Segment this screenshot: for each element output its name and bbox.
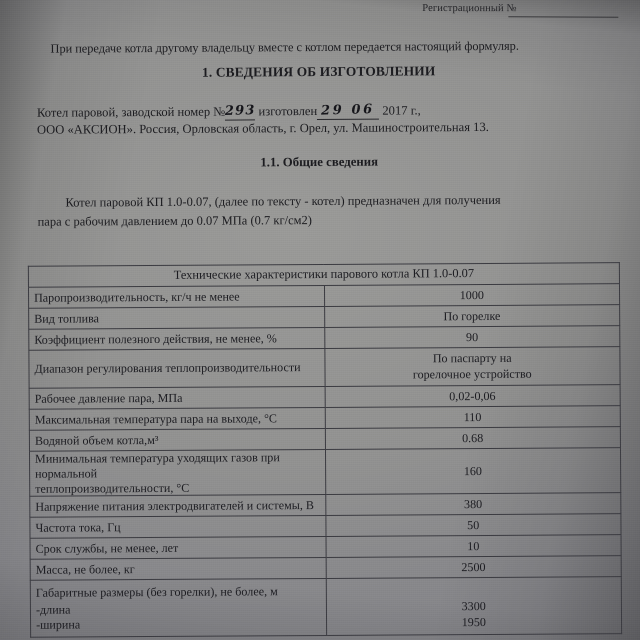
serial-number-prefix-text: Котел паровой, заводской номер № <box>36 104 226 120</box>
spec-label: Диапазон регулирования теплопроизводительности <box>29 348 325 388</box>
spec-value <box>324 347 620 387</box>
serial-number-handwriting: 293 <box>225 103 257 119</box>
spec-label: Напряжение питания электродвигателей и системы, В <box>30 495 326 518</box>
serial-number-field[interactable] <box>225 104 255 120</box>
spec-label: Рабочее давление пара, МПа <box>29 386 325 409</box>
spec-label <box>29 449 325 496</box>
spec-value: 160 <box>325 448 621 495</box>
intro-sentence: При передаче котла другому владельцу вместе с котлом передается настоящий формуляр. <box>50 38 519 56</box>
spec-label: Вид топлива <box>29 306 325 329</box>
spec-value-stack <box>331 581 616 631</box>
manufacturer-address: ООО «АКСИОН». Россия, Орловская область, г. Орел, ул. Машиностроительная 13. <box>36 119 489 137</box>
spec-label: Масса, не более, кг <box>30 558 326 581</box>
table-row-dimensions <box>30 577 621 638</box>
spec-value: По горелке <box>324 305 620 328</box>
spec-label <box>30 579 326 638</box>
spec-value: 90 <box>324 326 620 349</box>
spec-label-line-2: -длина <box>35 602 71 617</box>
spec-value: 380 <box>325 493 621 516</box>
description-line-1: Котел паровой КП 1.0-0.07, (далее по тексту - котел) предназначен для получения <box>65 192 501 210</box>
spec-label: Паропроизводительность, кг/ч не менее <box>28 285 324 308</box>
spec-label-line-2: теплопроизводительности, °С <box>35 480 190 496</box>
manufactured-word: изготовлен <box>258 104 318 119</box>
spec-value-line-1: 3300 <box>461 599 486 614</box>
spec-value: 1000 <box>324 284 620 307</box>
spec-label: Частота тока, Гц <box>30 516 326 539</box>
spec-value-line-1: По паспарту на <box>432 350 512 366</box>
spec-label-line-3: -ширина <box>36 617 81 632</box>
spec-value: 0.68 <box>325 427 621 450</box>
section-1-1-heading: 1.1. Общие сведения <box>260 154 379 170</box>
registration-number-label: Регистрационный № <box>422 2 517 15</box>
spec-value-line-2: 1950 <box>461 614 486 629</box>
spec-value: 110 <box>325 406 621 429</box>
spec-label-stack <box>35 450 320 496</box>
table-row <box>29 347 620 389</box>
spec-label-line-1: Габаритные размеры (без горелки), не более, м <box>35 584 278 600</box>
spec-label: Коэффициент полезного действия, не менее, % <box>29 327 325 350</box>
spec-value: 0,02-0,06 <box>325 385 621 408</box>
table-caption-cell: Технические характеристики парового котла КП 1.0-0.07 <box>28 263 619 288</box>
table-row <box>29 448 620 497</box>
manufacture-date-field[interactable] <box>317 104 379 120</box>
spec-value-stack <box>330 350 615 383</box>
spec-label-line-1: Минимальная температура уходящих газов при нормальной <box>34 450 280 481</box>
spec-label: Водяной объем котла,м³ <box>29 428 325 451</box>
spec-value: 2500 <box>326 556 622 579</box>
registration-number-blank[interactable] <box>508 16 618 17</box>
spec-value: 50 <box>325 514 621 537</box>
manufacture-year: 2017 г., <box>382 103 421 118</box>
manufacture-line-1 <box>37 103 421 121</box>
spec-label-stack <box>36 584 321 632</box>
description-line-2: пара с рабочим давлением до 0.07 МПа (0.7 кг/см2) <box>37 213 312 229</box>
manufacture-date-handwriting: 29 06 <box>321 102 376 119</box>
section-1-heading: 1. СВЕДЕНИЯ ОБ ИЗГОТОВЛЕНИИ <box>201 63 436 80</box>
spec-value-line-2: горелочное устройство <box>412 366 532 381</box>
specifications-table <box>28 262 622 638</box>
spec-value: 10 <box>326 535 622 558</box>
spec-label: Максимальная температура пара на выходе, °С <box>29 407 325 430</box>
spec-label: Срок службы, не менее, лет <box>30 537 326 560</box>
spec-value <box>326 577 622 636</box>
